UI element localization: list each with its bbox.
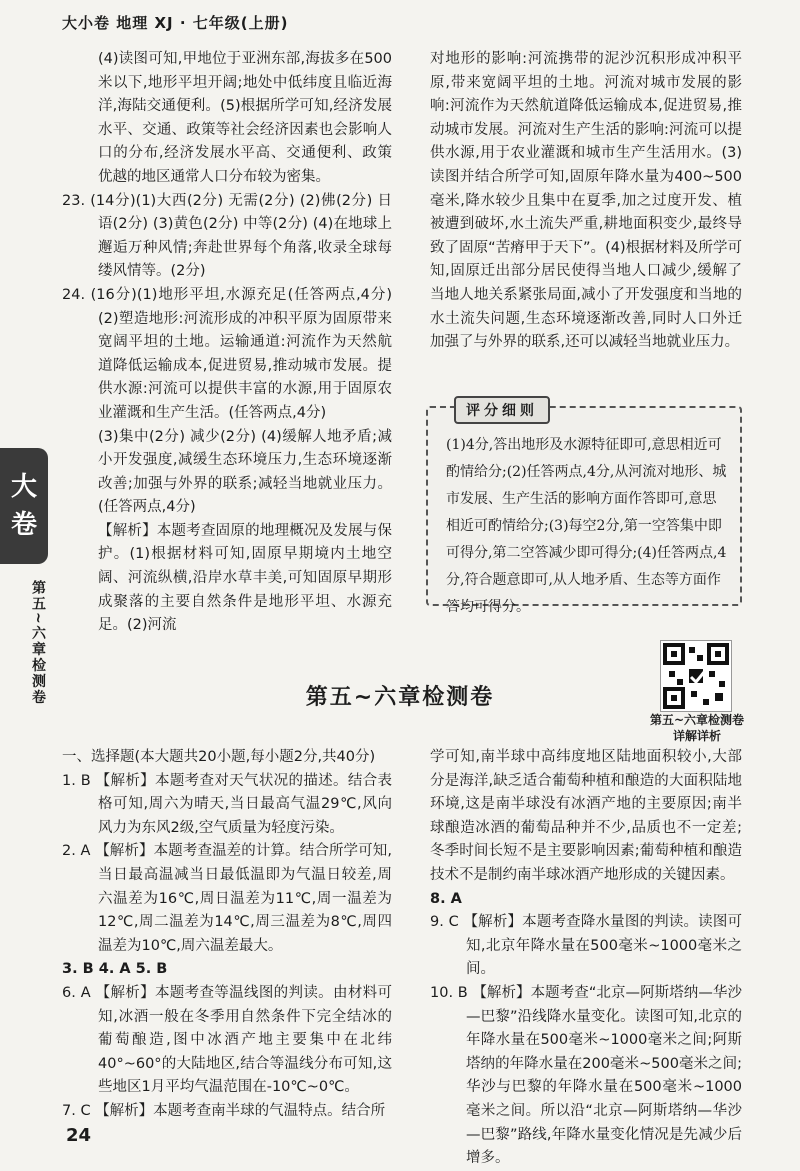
answer-paragraph: (4)读图可知,甲地位于亚洲东部,海拔多在500米以下,地形平坦开阔;地处中低纬度且临近海洋,海陆交通便利。(5)根据所学可知,经济发展水平、交通、政策等社会经济因素也会影响人口的分布,经济发展水平高、交通便利、政策优越的地区通常人口分布较为密集。: [98, 51, 392, 185]
answer-1: 1. B 【解析】本题考查对天气状况的描述。结合表格可知,周六为晴天,当日最高气温29℃,风向风力为东风2级,空气质量为轻度污染。: [62, 772, 392, 836]
left-column-top: [62, 48, 392, 638]
side-tab-char: 卷: [10, 510, 37, 540]
page-header: 大小卷 地理 XJ · 七年级(上册): [62, 14, 289, 32]
side-chapter-label: 第五~六章检测卷: [30, 580, 46, 706]
answer-8: 8. A: [430, 890, 462, 907]
scoring-notes-box: [426, 406, 742, 615]
scoring-notes-text: (1)4分,答出地形及水源特征即可,意思相近可酌情给分;(2)任答两点,4分,从河流对地形、城市发展、生产生活的影响方面作答即可,意思相近可酌情给分;(3)每空2分,第一空答集中即可得分,第二空答减少即可得分;(4)任答两点,4分,符合题意即可,从人地矛盾、生态等方面作答均可得分。: [446, 437, 727, 615]
answer-6: 6. A 【解析】本题考查等温线图的判读。由材料可知,冰酒一般在冬季用自然条件下完全结冰的葡萄酿造,图中冰酒产地主要集中在北纬40°~60°的大陆地区,结合等温线分布可知,这些地区1月平均气温范围在-10℃~0℃。: [62, 984, 392, 1096]
right-column-top: [430, 48, 742, 355]
answer-24-cont: (3)集中(2分) 减少(2分) (4)缓解人地矛盾;减小开发强度,减缓生态环境压力,生态环境逐渐改善;加强与外界的联系;减轻当地就业压力。(任答两点,4分): [98, 428, 392, 516]
answer-10: 10. B 【解析】本题考查“北京—阿斯塔纳—华沙—巴黎”沿线降水量变化。读图可知,北京的年降水量在500毫米~1000毫米之间;阿斯塔纳的年降水量在200毫米~500毫米之间;华沙与巴黎的年降水量在500毫米~1000毫米之间。所以沿“北京—阿斯塔纳—华沙—巴黎”路线,年降水量变化情况是先减少后增多。: [430, 984, 742, 1167]
right-column-bottom: [430, 746, 742, 1171]
analysis-24-cont: 对地形的影响:河流携带的泥沙沉积形成冲积平原,带来宽阔平坦的土地。河流对城市发展的影响:河流作为天然航道降低运输成本,促进贸易,推动城市发展。河流对生产生活的影响:河流可以提供水源,用于农业灌溉和城市生产生活用水。(3)读图并结合所学可知,固原年降水量为400~500毫米,降水较少且集中在夏季,加之过度开发、植被遭到破坏,水土流失严重,耕地面积变少,最终导致了固原“苦瘠甲于天下”。(4)根据材料及所学可知,固原迁出部分居民使得当地人口减少,缓解了当地人地关系紧张局面,减小了开发强度和当地的水土流失问题,生态环境逐渐改善,同时人口外迁加强了与外界的联系,还可以减轻当地就业压力。: [430, 51, 742, 351]
section-heading: 一、选择题(本大题共20小题,每小题2分,共40分): [62, 749, 376, 765]
answer-7-cont: 学可知,南半球中高纬度地区陆地面积较小,大部分是海洋,缺乏适合葡萄种植和酿造的大面积陆地环境,这是南半球没有冰酒产地的主要原因;南半球酿造冰酒的葡萄品种并不少,品质也不一定差;冬季时间长短不是主要影响因素;葡萄种植和酿造技术不是制约南半球冰酒产地形成的关键因素。: [430, 749, 742, 883]
analysis-24: 【解析】本题考查固原的地理概况及发展与保护。(1)根据材料可知,固原早期境内土地空阔、河流纵横,沿岸水草丰美,可知固原早期形成聚落的主要自然条件是地形平坦、水源充足。(2)河流: [98, 522, 392, 634]
section-title: 第五~六章检测卷: [305, 685, 495, 710]
answer-7: 7. C 【解析】本题考查南半球的气温特点。结合所: [62, 1102, 386, 1119]
side-tab: [0, 448, 48, 564]
left-column-bottom: [62, 746, 392, 1124]
answer-9: 9. C 【解析】本题考查降水量图的判读。读图可知,北京年降水量在500毫米~1000毫米之间。: [430, 914, 742, 978]
answer-2: 2. A 【解析】本题考查温差的计算。结合所学可知,当日最高温减当日最低温即为气温日较差,周六温差为16℃,周日温差为11℃,周一温差为12℃,周二温差为14℃,周三温差为8℃,周四温差为10℃,周六温差最大。: [62, 843, 392, 954]
qr-code-icon: [660, 640, 732, 712]
answer-24: 24. (16分)(1)地形平坦,水源充足(任答两点,4分) (2)塑造地形:河流形成的冲积平原为固原带来宽阔平坦的土地。运输通道:河流作为天然航道降低运输成本,促进贸易,推动城市发展。提供水源:河流可以提供丰富的水源,用于固原农业灌溉和生产生活。(任答两点,4分): [62, 286, 392, 421]
side-tab-char: 大: [10, 472, 37, 502]
scoring-notes-tag: 评分细则: [454, 396, 550, 424]
answer-3-5: 3. B 4. A 5. B: [62, 961, 168, 978]
answer-23: 23. (14分)(1)大西(2分) 无需(2分) (2)佛(2分) 日语(2分) (3)黄色(2分) 中等(2分) (4)在地球上邂逅万种风情;奔赴世界每个角落,收录全球每缕风情等。(2分): [62, 192, 392, 280]
qr-caption: 第五~六章检测卷 详解详析: [649, 713, 745, 743]
page-number: 24: [66, 1125, 92, 1146]
